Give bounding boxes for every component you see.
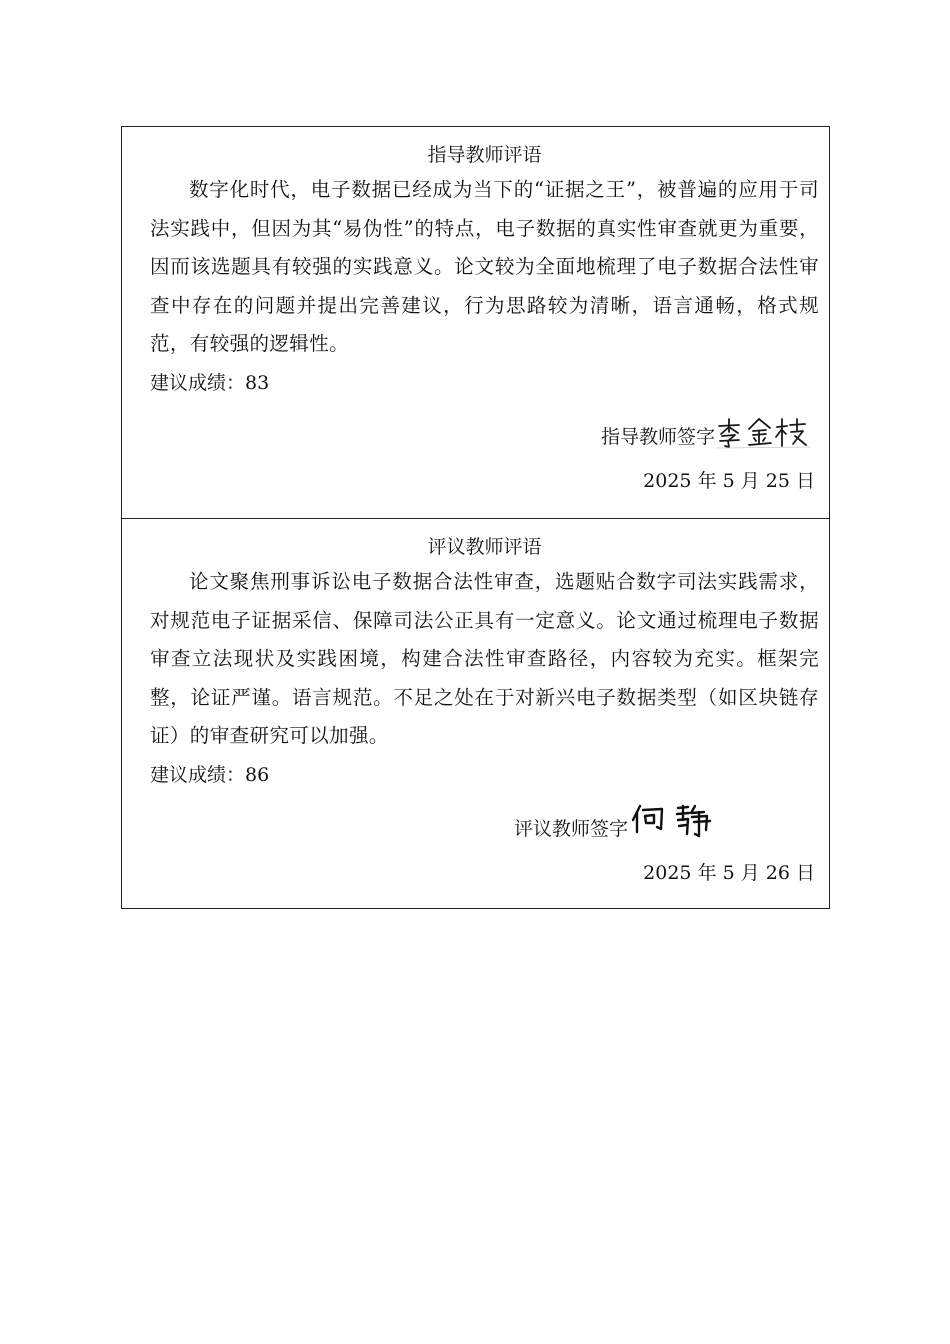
reviewer-signature-label: 评议教师签字 (514, 818, 629, 840)
reviewer-section-title: 评议教师评语 (427, 536, 542, 558)
reviewer-date: 2025 年 5 月 26 日 (643, 862, 815, 884)
supervisor-comment-section (122, 127, 829, 518)
reviewer-comment-text: 论文聚焦刑事诉讼电子数据合法性审查，选题贴合数字司法实践需求，对规范电子证据采信、保障司法公正具有一定意义。论文通过梳理电子数据审查立法现状及实践困境，构建合法性审查路径，内容较为充实。框架完整，论证严谨。语言规范。不足之处在于对新兴电子数据类型（如区块链存证）的审查研究可以加强。 (150, 570, 819, 748)
supervisor-handwritten-signature (715, 416, 813, 450)
supervisor-signature-label: 指导教师签字 (600, 426, 715, 448)
supervisor-signature-row (601, 416, 813, 450)
reviewer-grade (150, 756, 819, 794)
evaluation-table (121, 126, 830, 909)
reviewer-signature-row (514, 802, 718, 842)
reviewer-handwritten-signature (628, 802, 718, 842)
supervisor-comment-text: 数字化时代，电子数据已经成为当下的“证据之王”，被普遍的应用于司法实践中，但因为其“易伪性”的特点，电子数据的真实性审查就更为重要，因而该选题具有较强的实践意义。论文较为全面地梳理了电子数据合法性审查中存在的问题并提出完善建议，行为思路较为清晰，语言通畅，格式规范，有较强的逻辑性。 (150, 178, 819, 356)
supervisor-date: 2025 年 5 月 25 日 (643, 470, 815, 492)
supervisor-grade-label: 建议成绩： (150, 371, 246, 394)
supervisor-grade (150, 364, 819, 402)
reviewer-comment-section (122, 518, 829, 908)
reviewer-grade-value: 86 (245, 763, 270, 786)
reviewer-grade-label: 建议成绩： (150, 763, 246, 786)
supervisor-grade-value: 83 (245, 371, 270, 394)
supervisor-section-title: 指导教师评语 (427, 144, 542, 166)
